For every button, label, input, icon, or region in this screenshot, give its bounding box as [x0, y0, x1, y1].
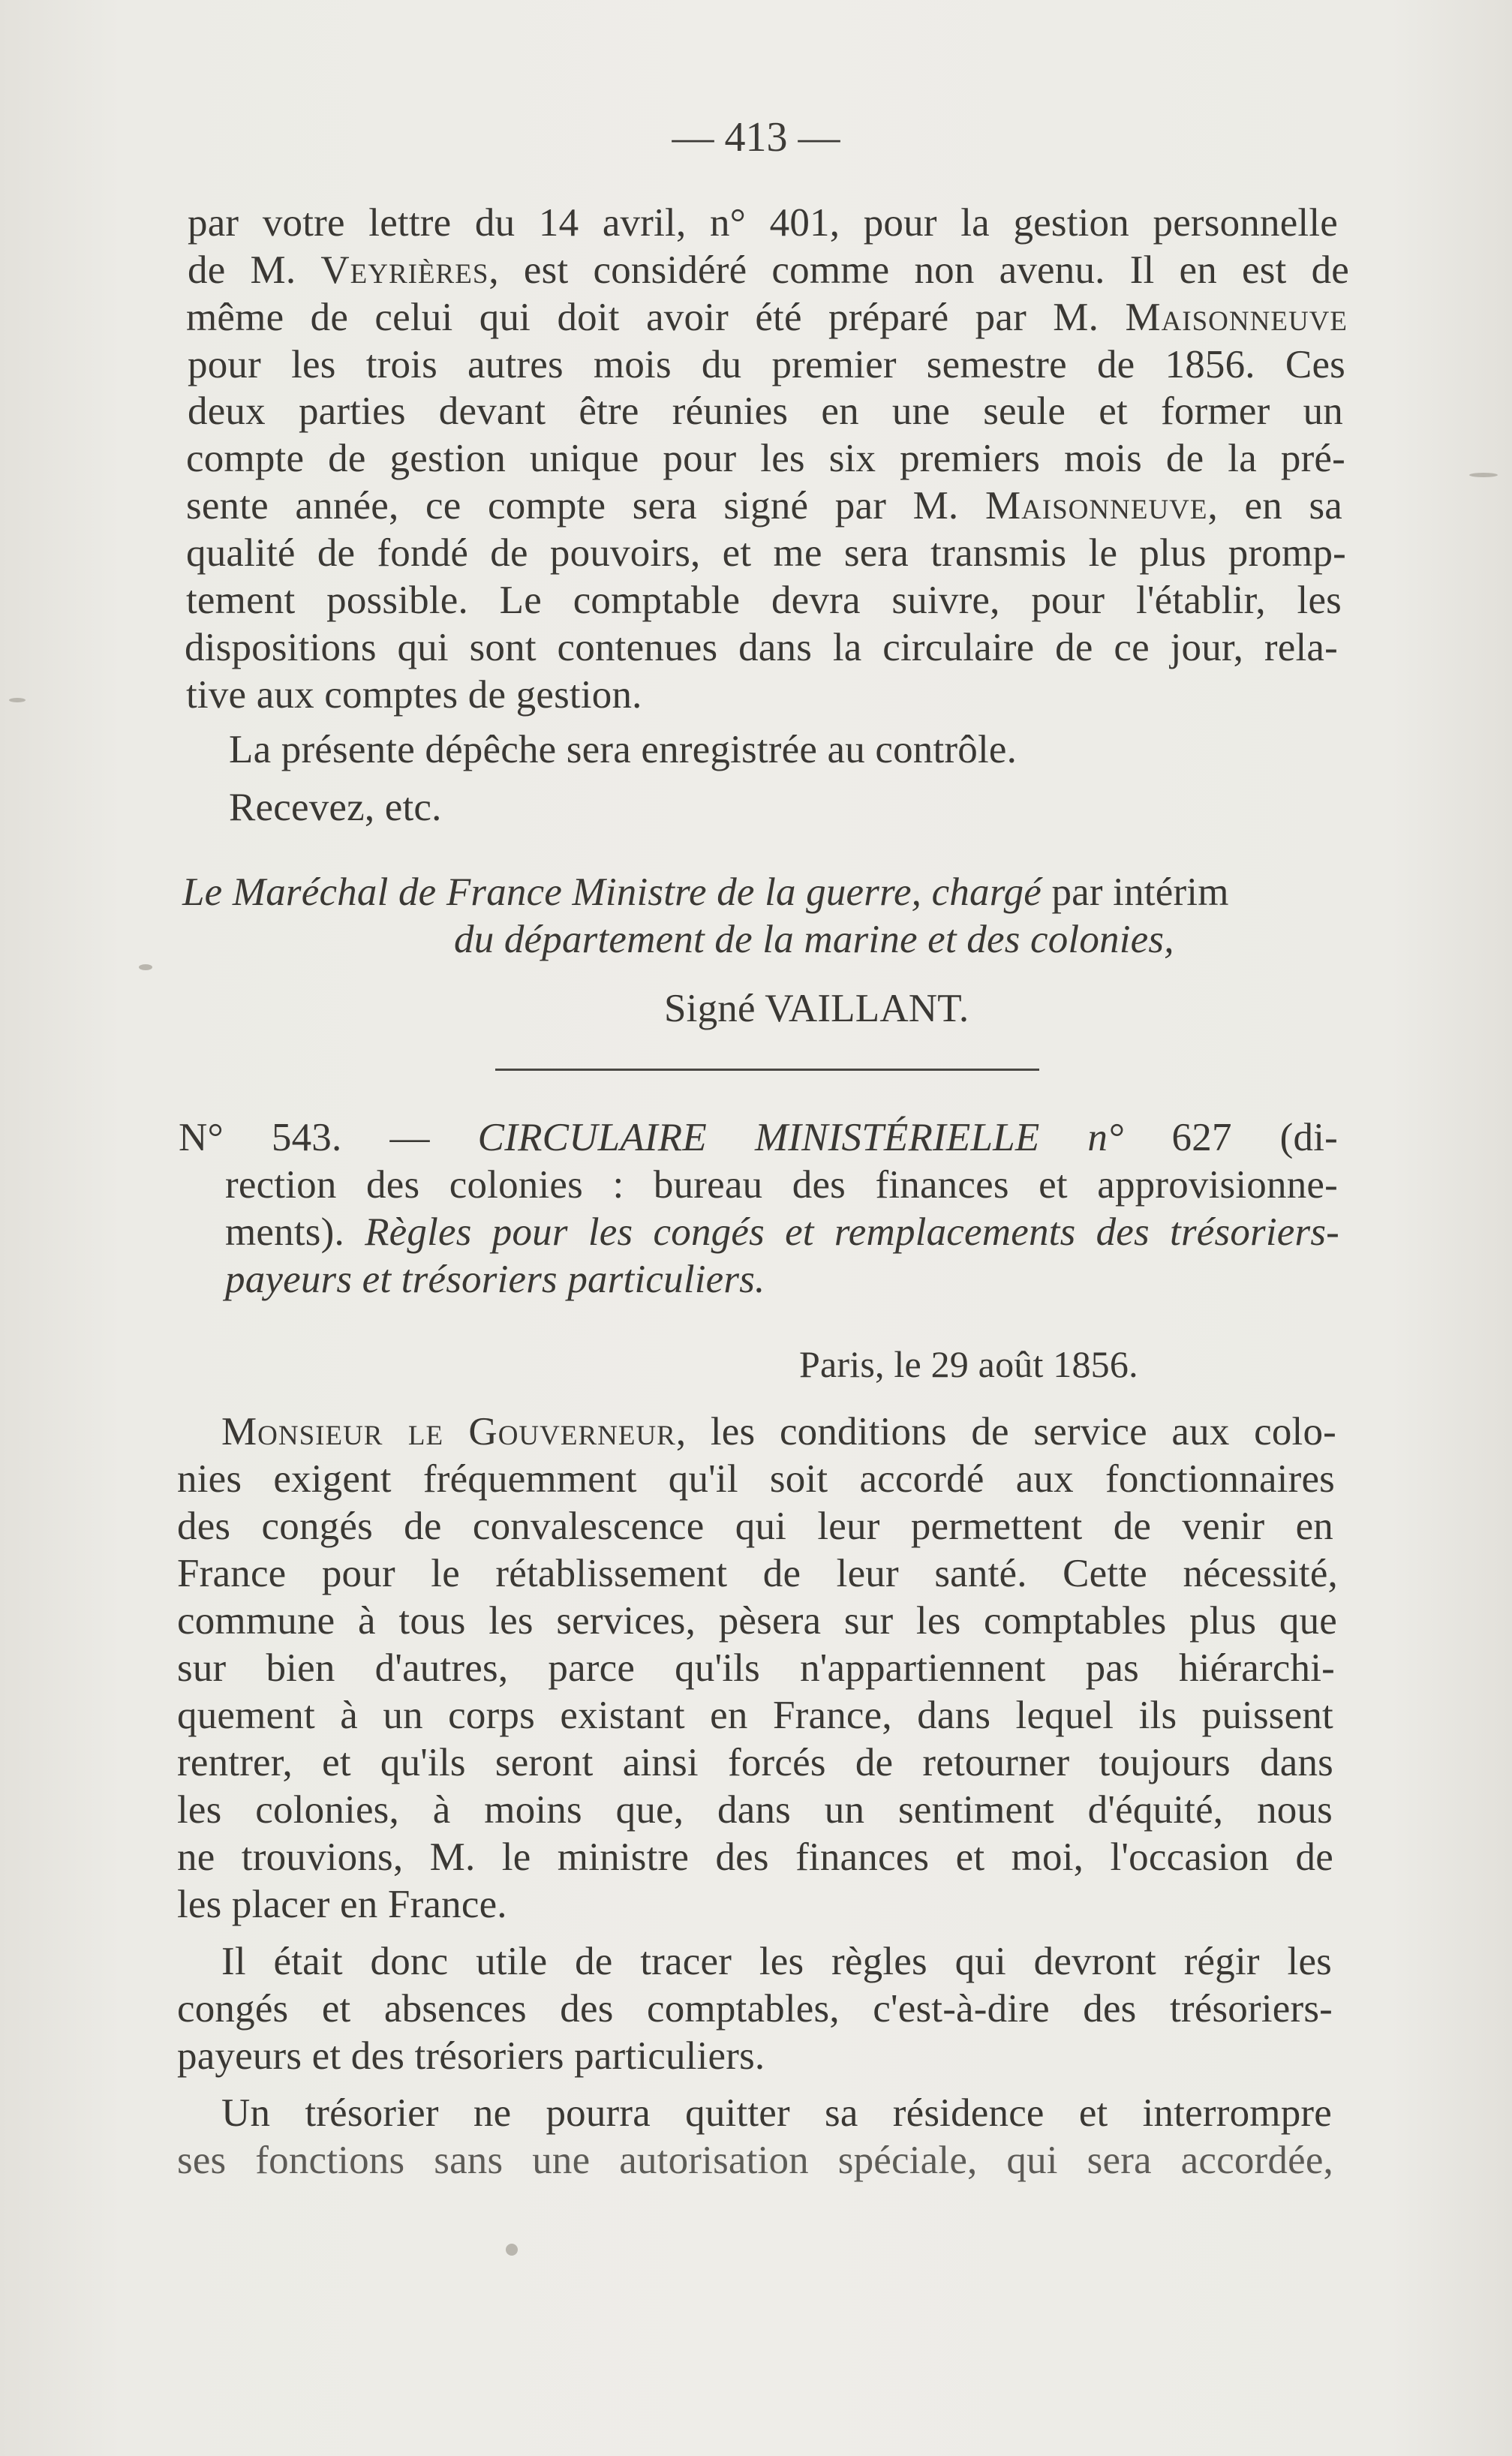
text-line: congés et absences des comptables, c'est-à-dire des trésoriers- — [177, 1987, 1333, 2031]
text-line: compte de gestion unique pour les six premiers mois de la pré- — [186, 437, 1345, 480]
signed-vaillant: Signé VAILLANT. — [664, 987, 969, 1030]
text-line: quement à un corps existant en France, dans lequel ils puissent — [177, 1694, 1333, 1737]
text-line: commune à tous les services, pèsera sur les comptables plus que — [177, 1599, 1337, 1643]
circular-heading-line: ments). Règles pour les congés et remplacements des trésoriers- — [225, 1210, 1339, 1254]
text-line: deux parties devant être réunies en une seule et former un — [188, 389, 1343, 433]
text-line: par votre lettre du 14 avril, n° 401, pour la gestion personnelle — [188, 201, 1338, 245]
scan-speck — [9, 698, 26, 702]
circular-date: Paris, le 29 août 1856. — [799, 1343, 1138, 1385]
text-line: sente année, ce compte sera signé par M. Maisonneuve, en sa — [186, 484, 1342, 528]
text-line: tive aux comptes de gestion. — [186, 673, 642, 717]
circular-heading-line: N° 543. — CIRCULAIRE MINISTÉRIELLE n° 627 (di- — [179, 1116, 1338, 1159]
text-line: Un trésorier ne pourra quitter sa résidence et interrompre — [221, 2091, 1332, 2135]
text-line: La présente dépêche sera enregistrée au contrôle. — [229, 728, 1018, 771]
text-line: tement possible. Le comptable devra suivre, pour l'établir, les — [186, 579, 1342, 622]
name-veyrieres: Veyrières — [320, 248, 489, 292]
text-line: sur bien d'autres, parce qu'ils n'appartiennent pas hiérarchi- — [177, 1646, 1335, 1690]
text-line: dispositions qui sont contenues dans la circulaire de ce jour, rela- — [185, 626, 1338, 669]
name-maisonneuve: Maisonneuve — [984, 484, 1208, 528]
text-line: pour les trois autres mois du premier semestre de 1856. Ces — [188, 343, 1345, 386]
text-line: ses fonctions sans une autorisation spéciale, qui sera accordée, — [177, 2139, 1333, 2182]
text-line: Monsieur le Gouverneur, les conditions de service aux colo- — [221, 1410, 1336, 1453]
text-line: Il était donc utile de tracer les règles qui devront régir les — [221, 1940, 1332, 1983]
text-line: Recevez, etc. — [229, 786, 442, 829]
salutation: Monsieur le Gouverneur — [221, 1410, 676, 1453]
circular-heading-line: rection des colonies : bureau des finances et approvisionne- — [225, 1163, 1338, 1207]
circular-subject: Règles pour les congés et remplacements des trésoriers- — [365, 1210, 1339, 1254]
text-line: des congés de convalescence qui leur permettent de venir en — [177, 1505, 1333, 1548]
text-line: rentrer, et qu'ils seront ainsi forcés de retourner toujours dans — [177, 1741, 1333, 1784]
circular-subject: payeurs et trésoriers particuliers. — [225, 1258, 765, 1301]
circular-title: CIRCULAIRE MINISTÉRIELLE n° — [477, 1116, 1124, 1159]
text-line: payeurs et des trésoriers particuliers. — [177, 2034, 765, 2078]
text-line: qualité de fondé de pouvoirs, et me sera transmis le plus promp- — [186, 531, 1346, 575]
signature-line-1: Le Maréchal de France Ministre de la guerre, chargé par intérim — [182, 870, 1229, 914]
scan-speck — [139, 964, 152, 970]
text-line: les colonies, à moins que, dans un sentiment d'équité, nous — [177, 1788, 1333, 1832]
text-line: France pour le rétablissement de leur santé. Cette nécessité, — [177, 1552, 1338, 1595]
scan-speck — [506, 2244, 518, 2256]
page-number-header: — 413 — — [672, 114, 840, 161]
text-line: nies exigent fréquemment qu'il soit accordé aux fonctionnaires — [177, 1457, 1335, 1501]
signature-line-2: du département de la marine et des colonies, — [454, 918, 1174, 961]
text-line: même de celui qui doit avoir été préparé par M. Maisonneuve — [186, 296, 1348, 339]
name-maisonneuve: Maisonneuve — [1125, 296, 1348, 339]
text-line: ne trouvions, M. le ministre des finances et moi, l'occasion de — [177, 1835, 1333, 1879]
scan-speck — [1469, 473, 1498, 477]
section-divider — [495, 1069, 1039, 1071]
text-line: les placer en France. — [177, 1883, 507, 1926]
text-line: de M. Veyrières, est considéré comme non avenu. Il en est de — [188, 248, 1349, 292]
